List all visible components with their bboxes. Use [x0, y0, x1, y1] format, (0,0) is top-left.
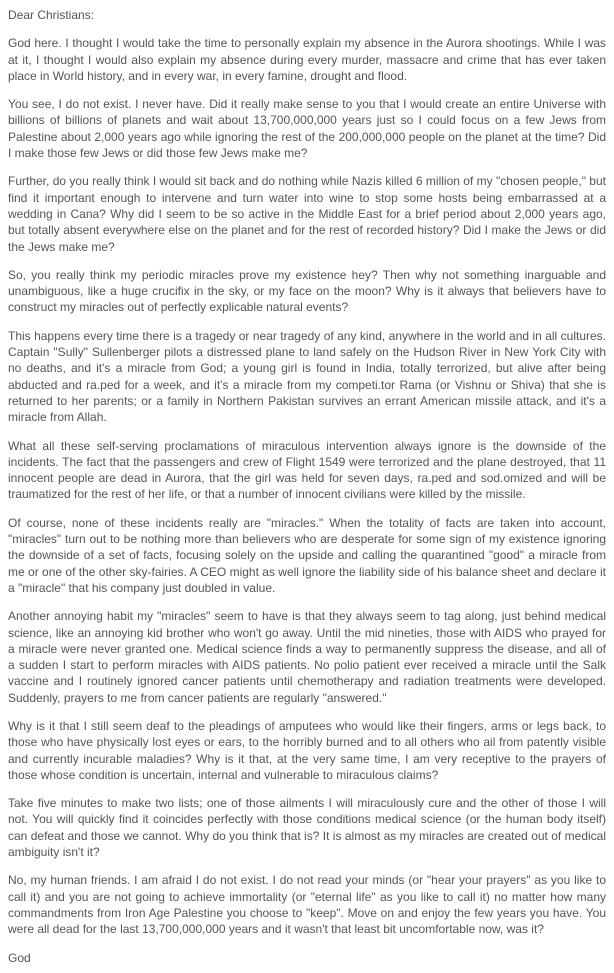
paragraph-11: No, my human friends. I am afraid I do not exist. I do not read your minds (or "hear your prayers" as you like to call it) and you are not going to achieve immortality (or "eternal life" as you like to call it) no matter how many commandments from Iron Age Palestine you choose to "keep". Move on and enjoy the few years you have. You were all dead for the last 13,700,000,000 years and it wasn't that least bit uncomfortable now, was it? — [8, 873, 606, 937]
paragraph-6: What all these self-serving proclamations of miraculous intervention always ignore is the downside of the incidents. The fact that the passengers and crew of Flight 1549 were terrorized and the plane destroyed, that 11 innocent people are dead in Aurora, that the girl was held for seven days, ra.ped and sod.omized and will be traumatized for the rest of her life, or that a number of innocent civilians were killed by the missile. — [8, 438, 606, 502]
paragraph-1: God here. I thought I would take the time to personally explain my absence in the Aurora shootings. While I was at it, I thought I would also explain my absence during every murder, massacre and crime that has ever taken place in World history, and in every war, in every famine, drought and flood. — [8, 36, 606, 83]
paragraph-5: This happens every time there is a tragedy or near tragedy of any kind, anywhere in the world and in all cultures. Captain "Sully" Sullenberger pilots a distressed plane to land safely on the Hudson River in New York City with no deaths, and it's a miracle from God; a young girl is found in India, totally terrorized, but alive after being abducted and ra.ped for a week, and it's a miracle from my competi.tor Rama (or Vishnu or Shiva) that she is returned to her parents; or a family in Northern Pakistan survives an errant American missile attack, and it's a miracle from Allah. — [8, 328, 606, 425]
salutation: Dear Christians: — [8, 8, 95, 22]
signature: God — [8, 950, 31, 965]
paragraph-10: Take five minutes to make two lists; one of those ailments I will miraculously cure and the other of those I will not. You will quickly find it coincides perfectly with those conditions medical science (or the human body itself) can defeat and those we cannot. Why do you think that is? It is almost as my miracles are created out of medical ambiguity isn't it? — [8, 796, 606, 860]
paragraph-7: Of course, none of these incidents really are "miracles." When the totality of facts are taken into account, "miracles" turn out to be nothing more than believers who are desperate for some sign of my existence ignoring the downside of a set of facts, focusing solely on the upside and calling the quarantined "good" a miracle from me or one of the other sky-fairies. A CEO might as well ignore the liability side of his balance sheet and declare it a "miracle" that his company just doubled in value. — [8, 515, 606, 595]
paragraph-8: Another annoying habit my "miracles" seem to have is that they always seem to tag along, just behind medical science, like an annoying kid brother who won't go away. Until the mid nineties, those with AIDS who prayed for a miracle were never granted one. Medical science finds a way to permanently suppress the disease, and all of a sudden I start to perform miracles with AIDS patients. No polio patient ever received a miracle until the Salk vaccine and I routinely ignored cancer patients until chemotherapy and radiation treatments were developed. Suddenly, prayers to me from cancer patients are regularly "answered." — [8, 609, 606, 705]
paragraph-4: So, you really think my periodic miracles prove my existence hey? Then why not something inarguable and unambiguous, like a huge crucifix in the sky, or my face on the moon? Why is it always that believers have to construct my miracles out of perfectly explicable natural events? — [8, 267, 606, 315]
paragraph-2: You see, I do not exist. I never have. Did it really make sense to you that I would create an entire Universe with billions of billions of planets and wait about 13,700,000,000 years just so I could focus on a few Jews from Palestine about 2,000 years ago while ignoring the rest of the 200,000,000 people on the planet at the time? Did I make those few Jews or did those few Jews make me? — [8, 97, 606, 161]
letter-document — [8, 7, 606, 966]
paragraph-9: Why is it that I still seem deaf to the pleadings of amputees who would like their fingers, arms or legs back, to those who have physically lost eyes or ears, to the horribly burned and to all others who ail from patently visible and currently incurable maladies? Why is it that, at the very same time, I am very receptive to the prayers of those whose condition is uncertain, internal and vulnerable to miraculous claims? — [8, 718, 606, 782]
paragraph-3: Further, do you really think I would sit back and do nothing while Nazis killed 6 million of my "chosen people," but find it important enough to intervene and turn water into wine to stop some hosts being embarrassed at a wedding in Cana? Why did I seem to be so active in the Middle East for a brief period about 2,000 years ago, but totally absent everywhere else on the planet and for the rest of recorded history? Did I make the Jews or did the Jews make me? — [8, 174, 606, 254]
